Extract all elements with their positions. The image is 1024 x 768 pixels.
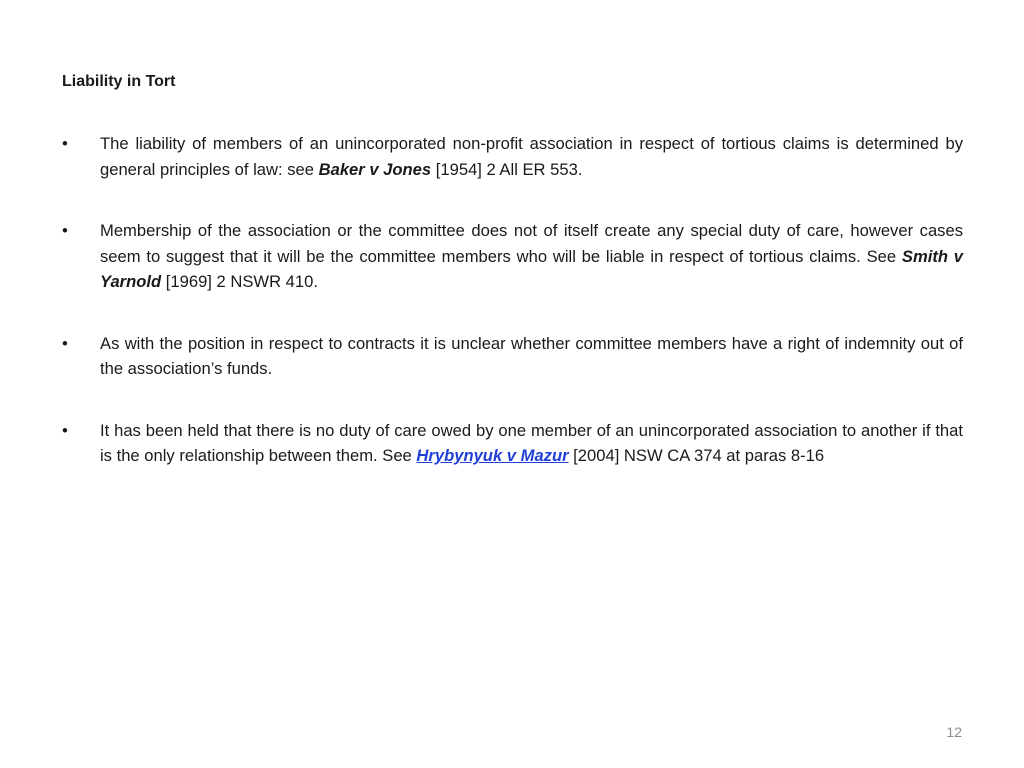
bullet-item-indemnity <box>62 331 963 382</box>
bullet-icon: • <box>62 134 68 153</box>
bullet-icon: • <box>62 333 68 353</box>
bullet-item-smith-v-yarnold <box>62 218 963 295</box>
bullet-list <box>62 131 963 505</box>
bullet-text-after: [1969] 2 NSWR 410. <box>161 272 318 291</box>
bullet-item-hrybynyuk-v-mazur <box>62 418 963 469</box>
bullet-item-baker-v-jones <box>62 131 963 182</box>
bullet-icon: • <box>62 420 68 440</box>
page-number: 12 <box>946 724 962 740</box>
bullet-text: As with the position in respect to contracts it is unclear whether committee members have a right of indemnity out of the association’s funds. <box>100 333 963 378</box>
bullet-text-before: It has been held that there is no duty of care owed by one member of an unincorporated association to another if that is the only relationship between them. See <box>100 420 963 465</box>
bullet-text-before: The liability of members of an unincorporated non-profit association in respect of tortious claims is determined by general principles of law: see <box>100 134 963 179</box>
case-name: Smith v Yarnold <box>100 246 963 291</box>
case-link-hrybynyuk-v-mazur[interactable]: Hrybynyuk v Mazur <box>416 446 569 465</box>
bullet-text-after: [1954] 2 All ER 553. <box>431 159 583 179</box>
bullet-text-before: Membership of the association or the committee does not of itself create any special duty of care, however cases seem to suggest that it will be the committee members who will be liable in respect of tortious claims. See <box>100 221 963 266</box>
bullet-text-after: [2004] NSW CA 374 at paras 8-16 <box>568 446 825 465</box>
bullet-icon: • <box>62 221 68 240</box>
case-name: Baker v Jones <box>318 159 432 179</box>
slide-heading: Liability in Tort <box>62 73 176 90</box>
